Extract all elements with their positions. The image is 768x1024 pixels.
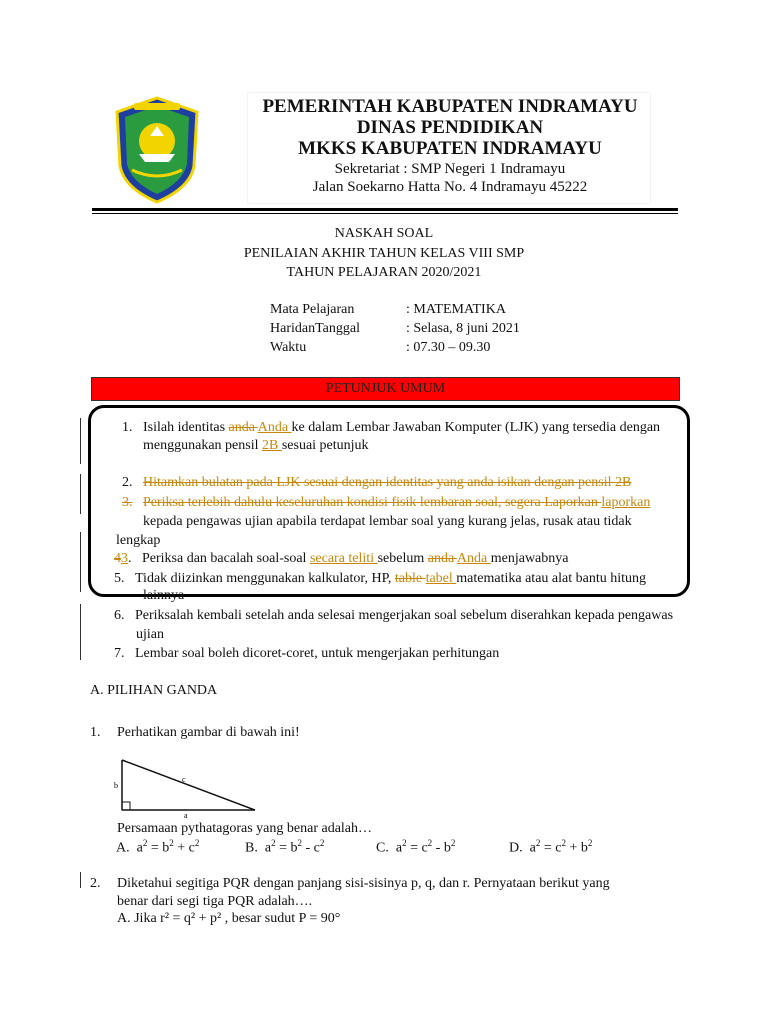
kabupaten-indramayu-logo bbox=[112, 96, 202, 204]
inserted-number: 3 bbox=[121, 551, 128, 566]
meta-label-time: Waktu bbox=[270, 340, 307, 355]
question-2-line-1: Diketahui segitiga PQR dengan panjang sisi-sisinya p, q, dan r. Pernyataan berikut yang bbox=[117, 876, 610, 891]
letterhead-rule-thick bbox=[92, 208, 678, 211]
letterhead-line-2: DINAS PENDIDIKAN bbox=[356, 117, 544, 138]
doc-year: TAHUN PELAJARAN 2020/2021 bbox=[286, 265, 482, 280]
inserted-text: tabel bbox=[425, 571, 457, 586]
deleted-text: Periksa terlebih dahulu keseluruhan kondisi fisik lembaran soal, segera bbox=[143, 495, 545, 510]
inserted-text: Anda bbox=[257, 420, 292, 435]
meta-value-date: : Selasa, 8 juni 2021 bbox=[406, 321, 520, 336]
question-1-text: Perhatikan gambar di bawah ini! bbox=[117, 725, 300, 740]
inserted-text: laporkan bbox=[601, 495, 651, 510]
option-b: B. $a^2 = b^2 - c^2$ bbox=[245, 838, 325, 856]
instruction-1-continued: menggunakan pensil 2B sesuai petunjuk bbox=[143, 438, 369, 453]
instruction-3: 3. Periksa terlebih dahulu keseluruhan kondisi fisik lembaran soal, segera Laporkan laporkan bbox=[122, 495, 651, 510]
deleted-text: anda bbox=[228, 420, 258, 435]
letterhead-line-3: MKKS KABUPATEN INDRAMAYU bbox=[298, 138, 602, 159]
instruction-6: 6. Periksalah kembali setelah anda selesai mengerjakan soal sebelum diserahkan kepada pengawas bbox=[114, 608, 674, 623]
doc-subtitle: PENILAIAN AKHIR TAHUN KELAS VIII SMP bbox=[243, 246, 525, 261]
letterhead-secretariat: Sekretariat : SMP Negeri 1 Indramayu bbox=[334, 161, 566, 177]
deleted-text: Laporkan bbox=[544, 495, 602, 510]
right-triangle-figure bbox=[110, 755, 262, 819]
letterhead-rule-thin bbox=[92, 213, 678, 214]
instruction-7: 7. Lembar soal boleh dicoret-coret, untuk mengerjakan perhitungan bbox=[114, 646, 500, 661]
change-bar bbox=[80, 872, 81, 888]
instruction-5-continued: lainnya bbox=[143, 588, 185, 603]
meta-value-time: : 07.30 – 09.30 bbox=[406, 340, 491, 355]
inserted-text: 2B bbox=[261, 438, 282, 453]
inserted-text: secara teliti bbox=[309, 551, 378, 566]
side-label-c: c bbox=[182, 775, 186, 784]
meta-label-date: HaridanTanggal bbox=[270, 321, 360, 336]
change-bar bbox=[80, 474, 81, 514]
instruction-3-continued: kepada pengawas ujian apabila terdapat lembar soal yang kurang jelas, rusak atau tidak bbox=[143, 514, 632, 529]
instruction-2: 2. Hitamkan bulatan pada LJK sesuai dengan identitas yang anda isikan dengan pensil 2B bbox=[122, 475, 632, 490]
doc-title: NASKAH SOAL bbox=[334, 226, 434, 241]
question-2-option-a: A. Jika r² = q² + p² , besar sudut P = 90° bbox=[117, 911, 341, 926]
instruction-1: 1. Isilah identitas anda Anda ke dalam Lembar Jawaban Komputer (LJK) yang tersedia dengan bbox=[122, 420, 661, 435]
question-1-prompt: Persamaan pythatagoras yang benar adalah… bbox=[117, 821, 373, 836]
question-2-line-2: benar dari segi tiga PQR adalah…. bbox=[117, 894, 313, 909]
letterhead-line-1: PEMERINTAH KABUPATEN INDRAMAYU bbox=[262, 96, 638, 117]
letterhead-address: Jalan Soekarno Hatta No. 4 Indramayu 45222 bbox=[312, 179, 588, 195]
deleted-text: table bbox=[394, 571, 426, 586]
side-label-a: a bbox=[184, 811, 188, 819]
option-c: C. $a^2 = c^2 - b^2$ bbox=[376, 838, 456, 856]
meta-label-subject: Mata Pelajaran bbox=[270, 302, 355, 317]
question-2-number: 2. bbox=[90, 876, 101, 891]
instruction-3-continued-2: lengkap bbox=[116, 533, 161, 548]
deleted-text: Hitamkan bulatan pada LJK sesuai dengan identitas yang anda isikan dengan pensil 2B bbox=[143, 475, 632, 490]
change-bar bbox=[80, 532, 81, 592]
change-bar bbox=[80, 418, 81, 464]
option-d: D. $a^2 = c^2 + b^2$ bbox=[509, 838, 593, 856]
question-1-number: 1. bbox=[90, 725, 101, 740]
instructions-banner: PETUNJUK UMUM bbox=[91, 377, 680, 401]
option-a: A. $a^2 = b^2 + c^2$ bbox=[116, 838, 200, 856]
instruction-5: 5. Tidak diizinkan menggunakan kalkulator, HP, table tabel matematika atau alat bantu hitung bbox=[114, 571, 646, 586]
instruction-6-continued: ujian bbox=[136, 627, 164, 642]
meta-value-subject: : MATEMATIKA bbox=[406, 302, 506, 317]
inserted-text: Anda bbox=[456, 551, 491, 566]
deleted-text: anda bbox=[427, 551, 457, 566]
section-heading: A. PILIHAN GANDA bbox=[90, 683, 218, 698]
deleted-number: 4 bbox=[114, 551, 121, 566]
change-bar bbox=[80, 604, 81, 660]
side-label-b: b bbox=[114, 781, 118, 790]
instruction-4: 43. Periksa dan bacalah soal-soal secara teliti sebelum anda Anda menjawabnya bbox=[114, 551, 569, 566]
